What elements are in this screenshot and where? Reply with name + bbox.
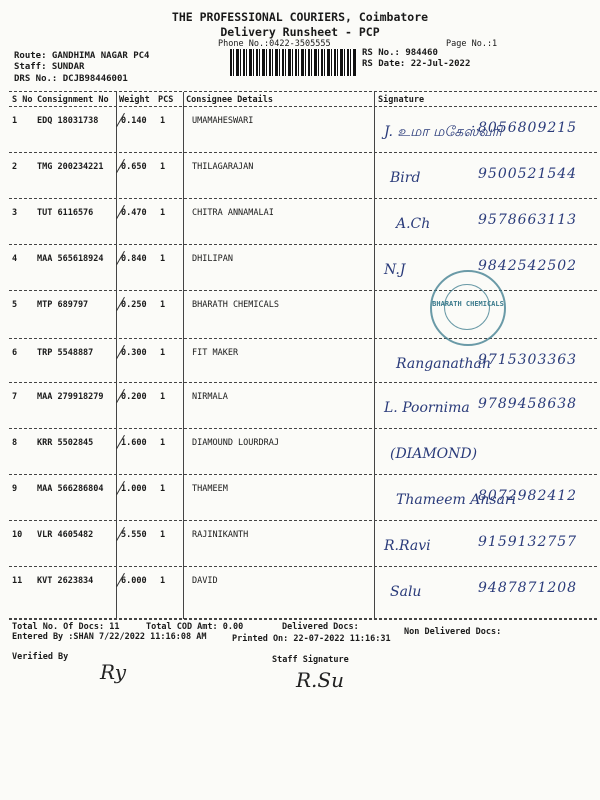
total-docs: Total No. Of Docs: 11: [12, 622, 120, 632]
col-header-signature: Signature: [378, 95, 425, 105]
row-consignment: MAA 566286804: [37, 484, 104, 494]
table-bottom-rule: [9, 619, 597, 620]
row-consignee: UMAMAHESWARI: [192, 116, 254, 126]
row-pcs: 1: [160, 254, 166, 264]
col-header-sno: S No: [12, 95, 33, 105]
non-delivered-docs: Non Delivered Docs:: [404, 627, 502, 637]
row-weight: 0.140: [121, 116, 147, 126]
row-signature-name: R.Ravi: [384, 538, 431, 554]
row-signature-name: N.J: [384, 262, 406, 278]
row-weight: 5.550: [121, 530, 147, 540]
table-top-rule: [9, 91, 597, 92]
row-consignment: VLR 4605482: [37, 530, 94, 540]
drs-number: DRS No.: DCJB98446001: [14, 74, 128, 84]
row-pcs: 1: [160, 116, 166, 126]
page-number: Page No.:1: [446, 39, 498, 49]
stamp-text: BHARATH CHEMICALS: [432, 300, 504, 308]
row-pcs: 1: [160, 530, 166, 540]
row-consignment: KVT 2623834: [37, 576, 94, 586]
barcode-image: [230, 49, 356, 76]
row-separator: [9, 520, 597, 521]
row-consignment: KRR 5502845: [37, 438, 94, 448]
row-consignment: MTP 689797: [37, 300, 89, 310]
row-separator: [9, 382, 597, 383]
document-title: Delivery Runsheet - PCP: [220, 25, 380, 39]
header-rule: [9, 106, 597, 107]
row-weight: 0.840: [121, 254, 147, 264]
staff-signature-label: Staff Signature: [272, 655, 349, 665]
row-signature-name: L. Poornima: [384, 400, 470, 416]
row-consignee: CHITRA ANNAMALAI: [192, 208, 274, 218]
row-sno: 9: [12, 484, 18, 494]
col-header-pcs: PCS: [158, 95, 174, 105]
row-separator: [9, 244, 597, 245]
row-separator: [9, 566, 597, 567]
company-stamp: [430, 270, 506, 346]
row-consignee: BHARATH CHEMICALS: [192, 300, 279, 310]
col-header-weight: Weight: [119, 95, 150, 105]
row-pcs: 1: [160, 162, 166, 172]
row-pcs: 1: [160, 300, 166, 310]
row-signature-name: Ranganathan: [396, 356, 491, 372]
row-consignee: DIAMOUND LOURDRAJ: [192, 438, 279, 448]
row-signature-name: J. உமா மகேஸ்வரி: [384, 124, 502, 140]
row-weight: 0.200: [121, 392, 147, 402]
row-separator: [9, 290, 597, 291]
row-weight: 0.250: [121, 300, 147, 310]
row-consignee: DHILIPAN: [192, 254, 233, 264]
rs-date: RS Date: 22-Jul-2022: [362, 59, 471, 69]
row-sno: 2: [12, 162, 18, 172]
row-pcs: 1: [160, 348, 166, 358]
row-weight: 6.000: [121, 576, 147, 586]
row-consignee: DAVID: [192, 576, 218, 586]
row-consignee: NIRMALA: [192, 392, 228, 402]
row-signature-phone: 9715303363: [478, 352, 578, 368]
total-cod: Total COD Amt: 0.00: [146, 622, 244, 632]
row-signature-name: (DIAMOND): [390, 446, 478, 462]
row-pcs: 1: [160, 484, 166, 494]
row-signature-phone: 9789458638: [478, 396, 578, 412]
verified-by-label: Verified By: [12, 652, 69, 662]
row-signature-phone: 8072982412: [478, 488, 578, 504]
row-consignment: EDQ 18031738: [37, 116, 99, 126]
row-consignment: TRP 5548887: [37, 348, 94, 358]
row-pcs: 1: [160, 208, 166, 218]
delivered-docs: Delivered Docs:: [282, 622, 359, 632]
row-consignment: MAA 279918279: [37, 392, 104, 402]
rs-number: RS No.: 984460: [362, 48, 438, 58]
route-label: Route: GANDHIMA NAGAR PC4: [14, 51, 150, 61]
row-sno: 1: [12, 116, 18, 126]
row-signature-phone: 9159132757: [478, 534, 578, 550]
row-separator: [9, 428, 597, 429]
verifier-signature: Ry: [100, 660, 127, 684]
row-signature-phone: 8056809215: [478, 120, 578, 136]
row-sno: 8: [12, 438, 18, 448]
staff-signature: R.Su: [296, 668, 344, 692]
row-sno: 5: [12, 300, 18, 310]
row-sno: 3: [12, 208, 18, 218]
row-separator: [9, 152, 597, 153]
row-signature-name: A.Ch: [396, 216, 431, 232]
row-consignment: MAA 565618924: [37, 254, 104, 264]
row-signature-name: Salu: [390, 584, 422, 600]
row-weight: 1.000: [121, 484, 147, 494]
row-consignment: TMG 200234221: [37, 162, 104, 172]
row-separator: [9, 474, 597, 475]
row-separator: [9, 198, 597, 199]
row-pcs: 1: [160, 576, 166, 586]
row-weight: 0.300: [121, 348, 147, 358]
company-name: THE PROFESSIONAL COURIERS, Coimbatore: [171, 10, 429, 24]
col-header-consignee: Consignee Details: [186, 95, 273, 105]
column-divider: [183, 92, 184, 619]
row-weight: 0.650: [121, 162, 147, 172]
row-consignment: TUT 6116576: [37, 208, 94, 218]
row-signature-phone: 9500521544: [478, 166, 578, 182]
staff-label: Staff: SUNDAR: [14, 62, 85, 72]
row-pcs: 1: [160, 392, 166, 402]
row-separator: [9, 338, 597, 339]
row-consignee: THILAGARAJAN: [192, 162, 254, 172]
row-weight: 1.600: [121, 438, 147, 448]
row-weight: 0.470: [121, 208, 147, 218]
row-pcs: 1: [160, 438, 166, 448]
row-consignee: FIT MAKER: [192, 348, 239, 358]
col-header-consignment: Consignment No: [37, 95, 109, 105]
row-consignee: RAJINIKANTH: [192, 530, 249, 540]
row-signature-phone: 9487871208: [478, 580, 578, 596]
row-consignee: THAMEEM: [192, 484, 228, 494]
row-sno: 10: [12, 530, 23, 540]
printed-on: Printed On: 22-07-2022 11:16:31: [232, 634, 391, 644]
row-signature-phone: 9578663113: [478, 212, 578, 228]
row-signature-name: Bird: [390, 170, 421, 186]
row-sno: 7: [12, 392, 18, 402]
column-divider: [374, 92, 375, 619]
row-sno: 4: [12, 254, 18, 264]
phone-number: Phone No.:0422-3505555: [218, 39, 331, 49]
row-signature-name: Thameem Ansari: [396, 492, 517, 508]
row-sno: 6: [12, 348, 18, 358]
entered-by: Entered By :SHAN 7/22/2022 11:16:08 AM: [12, 632, 207, 642]
row-sno: 11: [12, 576, 23, 586]
row-signature-phone: 9842542502: [478, 258, 578, 274]
